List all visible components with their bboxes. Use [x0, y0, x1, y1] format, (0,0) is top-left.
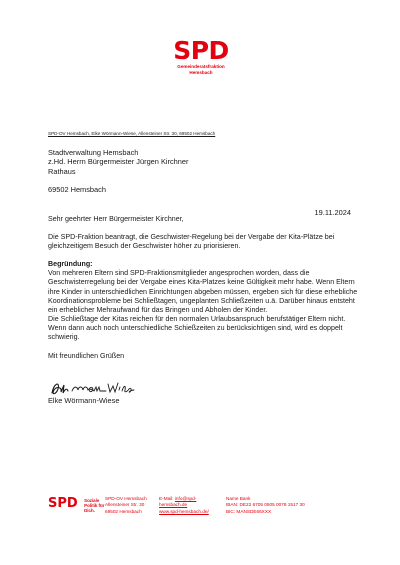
footer-bic: BIC: MANSDE66XXX — [226, 508, 272, 514]
recipient-line-2: z.Hd. Herrn Bürgermeister Jürgen Kirchner — [48, 157, 189, 167]
footer-contact-column — [159, 496, 209, 515]
logo-subtitle-line1: Gemeinderatsfraktion — [177, 64, 225, 69]
recipient-line-3: Rathaus — [48, 166, 76, 176]
recipient-line-1: Stadtverwaltung Hemsbach — [48, 148, 139, 157]
recipient-address — [48, 148, 188, 194]
footer-iban: IBAN: DE22 6705 0505 0078 1517 30 — [226, 502, 305, 508]
logo-subtitle-line2: Hemsbach — [189, 70, 213, 75]
signer-name: Elke Wörmann-Wiese — [48, 396, 120, 405]
footer-org: SPD-OV Hemsbach — [105, 496, 147, 501]
justification-heading: Begründung: — [48, 260, 93, 269]
footer-email-link-part2[interactable]: hemsbach.de — [159, 502, 188, 508]
footer-logo-wordmark: SPD — [48, 496, 78, 511]
footer-bank-column — [226, 496, 305, 515]
footer-email-link-part1[interactable]: info@spd- — [174, 496, 197, 501]
letter-body — [48, 215, 358, 361]
footer-tagline-1: Soziale — [84, 498, 100, 503]
footer-city: 69502 Hemsbach — [105, 508, 142, 514]
letter-date: 19.11.2024 — [314, 208, 351, 217]
footer-spd-logo — [48, 497, 104, 515]
footer-address-column — [105, 496, 147, 515]
footer-website-link[interactable]: www.spd-hemsbach.de/ — [159, 508, 209, 514]
footer-tagline-3: Dich. — [84, 508, 95, 513]
intro-paragraph: Die SPD-Fraktion beantragt, die Geschwister-Regelung bei der Vergabe der Kita-Plätze bei gleichzeitigem Besuch der Geschwister höher zu priorisieren. — [48, 233, 335, 251]
footer-street: Allensteiner Str. 30 — [105, 502, 145, 508]
recipient-city: 69502 Hemsbach — [48, 184, 106, 194]
justification-paragraph-1: Von mehreren Eltern sind SPD-Fraktionsmitglieder angesprochen worden, dass die Geschwisterregelung bei der Vergabe eines Kita-Platzes keine Gültigkeit mehr habe. Wenn Eltern ihre Kinder in unterschiedlichen Einrichtungen abgeben müssen, ergeben sich für diese erhebliche Koordinationsprobleme bei Schließtagen, ungeplanten Schließzeiten u.ä. Darüber hinaus entsteht ein erheblicher Mehraufwand für das Bringen und Abholen der Kinder. — [48, 269, 358, 314]
footer-bank-name: Name Bank — [226, 496, 251, 501]
footer-tagline-2: Politik für — [84, 503, 105, 508]
footer-email-label: E-Mail: — [159, 496, 175, 501]
closing-greeting: Mit freundlichen Grüßen — [48, 352, 125, 361]
salutation: Sehr geehrter Herr Bürgermeister Kirchner, — [48, 215, 184, 223]
logo-wordmark: SPD — [173, 36, 229, 65]
justification-paragraph-2: Die Schließtage der Kitas reichen für den normalen Urlaubsanspruch berufstätiger Eltern nicht. Wenn dann auch noch unterschiedliche Schießzeiten zu berücksichtigen sind, wird es doppelt schwierig. — [48, 314, 346, 342]
spd-logo — [171, 38, 231, 76]
footer-tagline — [84, 498, 104, 513]
sender-return-address: SPD-OV Hemsbach, Elke Wörmann-Wiese, Allensteiner Str. 30, 69502 Hemsbach — [48, 131, 216, 136]
